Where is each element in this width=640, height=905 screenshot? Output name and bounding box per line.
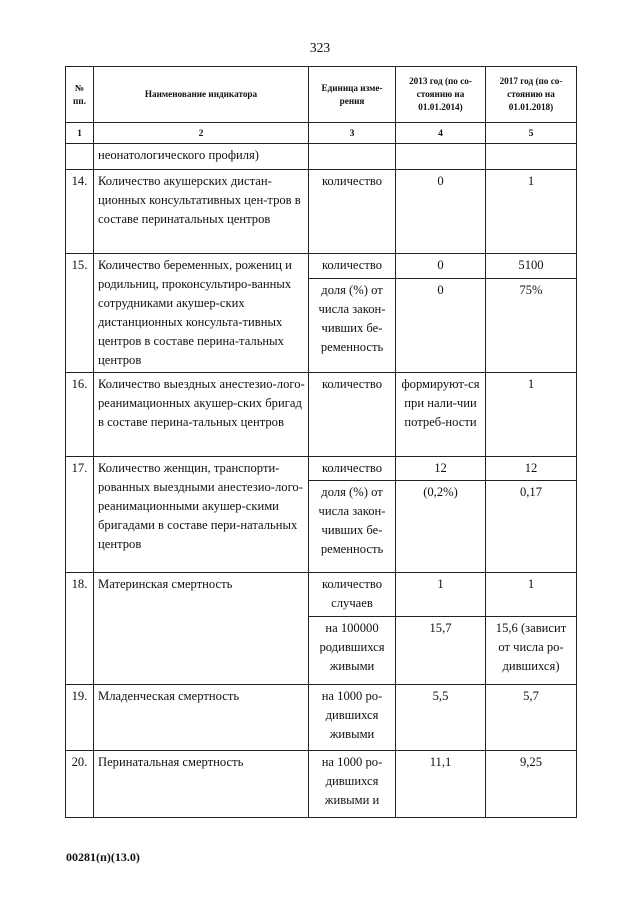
document-code: 00281(п)(13.0): [66, 850, 140, 864]
indicator-name: Младенческая смертность: [94, 685, 309, 751]
indicator-name: Количество беременных, рожениц и родильниц, проконсультиро-ванных сотрудниками акушер-ских дистанционных консульта-тивных центров в составе перина-тальных центров: [94, 254, 309, 373]
value-2017: 1: [486, 573, 577, 617]
table-row: [66, 573, 577, 617]
unit: количество случаев: [309, 573, 396, 617]
table-row: [66, 685, 577, 751]
header-2017: 2017 год (по со-стоянию на 01.01.2018): [486, 67, 577, 123]
indicator-name: Количество женщин, транспорти-рованных выездными анестезио-лого-реанимационными акушер-скими бригадами в составе пери-натальных центров: [94, 457, 309, 573]
table-row: [66, 373, 577, 457]
header-unit: Единица изме-рения: [309, 67, 396, 123]
col-number: 2: [94, 123, 309, 144]
unit: доля (%) от числа закон-чивших бе-ременность: [309, 278, 396, 372]
value-2013: (0,2%): [396, 481, 486, 573]
indicator-name: Количество акушерских дистан-ционных консультативных цен-тров в составе перинатальных центров: [94, 170, 309, 254]
header-indicator-name: Наименование индикатора: [94, 67, 309, 123]
value-2013: 12: [396, 457, 486, 481]
value-2017: 12: [486, 457, 577, 481]
row-number: 18.: [66, 573, 94, 685]
value-2017: 5,7: [486, 685, 577, 751]
value-2017: 0,17: [486, 481, 577, 573]
header-2013: 2013 год (по со-стоянию на 01.01.2014): [396, 67, 486, 123]
value-2013: 15,7: [396, 617, 486, 685]
value-2017: 1: [486, 373, 577, 457]
row-number: 14.: [66, 170, 94, 254]
unit: на 1000 ро-дившихся живыми: [309, 685, 396, 751]
unit: количество: [309, 254, 396, 279]
unit: на 1000 ро-дившихся живыми и: [309, 751, 396, 818]
value-2013: формируют-ся при нали-чии потреб-ности: [396, 373, 486, 457]
col-number: 3: [309, 123, 396, 144]
row-number: 15.: [66, 254, 94, 373]
value-2017: 75%: [486, 278, 577, 372]
table-row: [66, 144, 577, 170]
row-number: 20.: [66, 751, 94, 818]
indicator-name: Перинатальная смертность: [94, 751, 309, 818]
unit: доля (%) от числа закон-чивших бе-ременность: [309, 481, 396, 573]
row-number: 19.: [66, 685, 94, 751]
table-row: [66, 170, 577, 254]
col-number: 5: [486, 123, 577, 144]
value-2017: 15,6 (зависит от числа ро-дившихся): [486, 617, 577, 685]
value-2013: 0: [396, 278, 486, 372]
column-number-row: [66, 123, 577, 144]
table-row: [66, 254, 577, 279]
table-row: [66, 751, 577, 818]
col-number: 4: [396, 123, 486, 144]
unit: количество: [309, 373, 396, 457]
value-2013: 0: [396, 170, 486, 254]
unit: на 100000 родившихся живыми: [309, 617, 396, 685]
row-number: 16.: [66, 373, 94, 457]
indicator-name: неонатологического профиля): [94, 144, 309, 170]
row-number: 17.: [66, 457, 94, 573]
table-row: [66, 457, 577, 481]
indicator-name: Количество выездных анестезио-лого-реанимационных акушер-ских бригад в составе перина-тальных центров: [94, 373, 309, 457]
value-2017: 9,25: [486, 751, 577, 818]
value-2017: 1: [486, 170, 577, 254]
value-2013: 1: [396, 573, 486, 617]
col-number: 1: [66, 123, 94, 144]
page-number: 323: [309, 40, 331, 55]
value-2013: 5,5: [396, 685, 486, 751]
header-num: № пп.: [66, 67, 94, 123]
unit: количество: [309, 457, 396, 481]
header-row: [66, 67, 577, 123]
value-2017: 5100: [486, 254, 577, 279]
indicators-table: [65, 66, 577, 818]
value-2013: 11,1: [396, 751, 486, 818]
indicator-name: Материнская смертность: [94, 573, 309, 685]
value-2013: 0: [396, 254, 486, 279]
unit: количество: [309, 170, 396, 254]
